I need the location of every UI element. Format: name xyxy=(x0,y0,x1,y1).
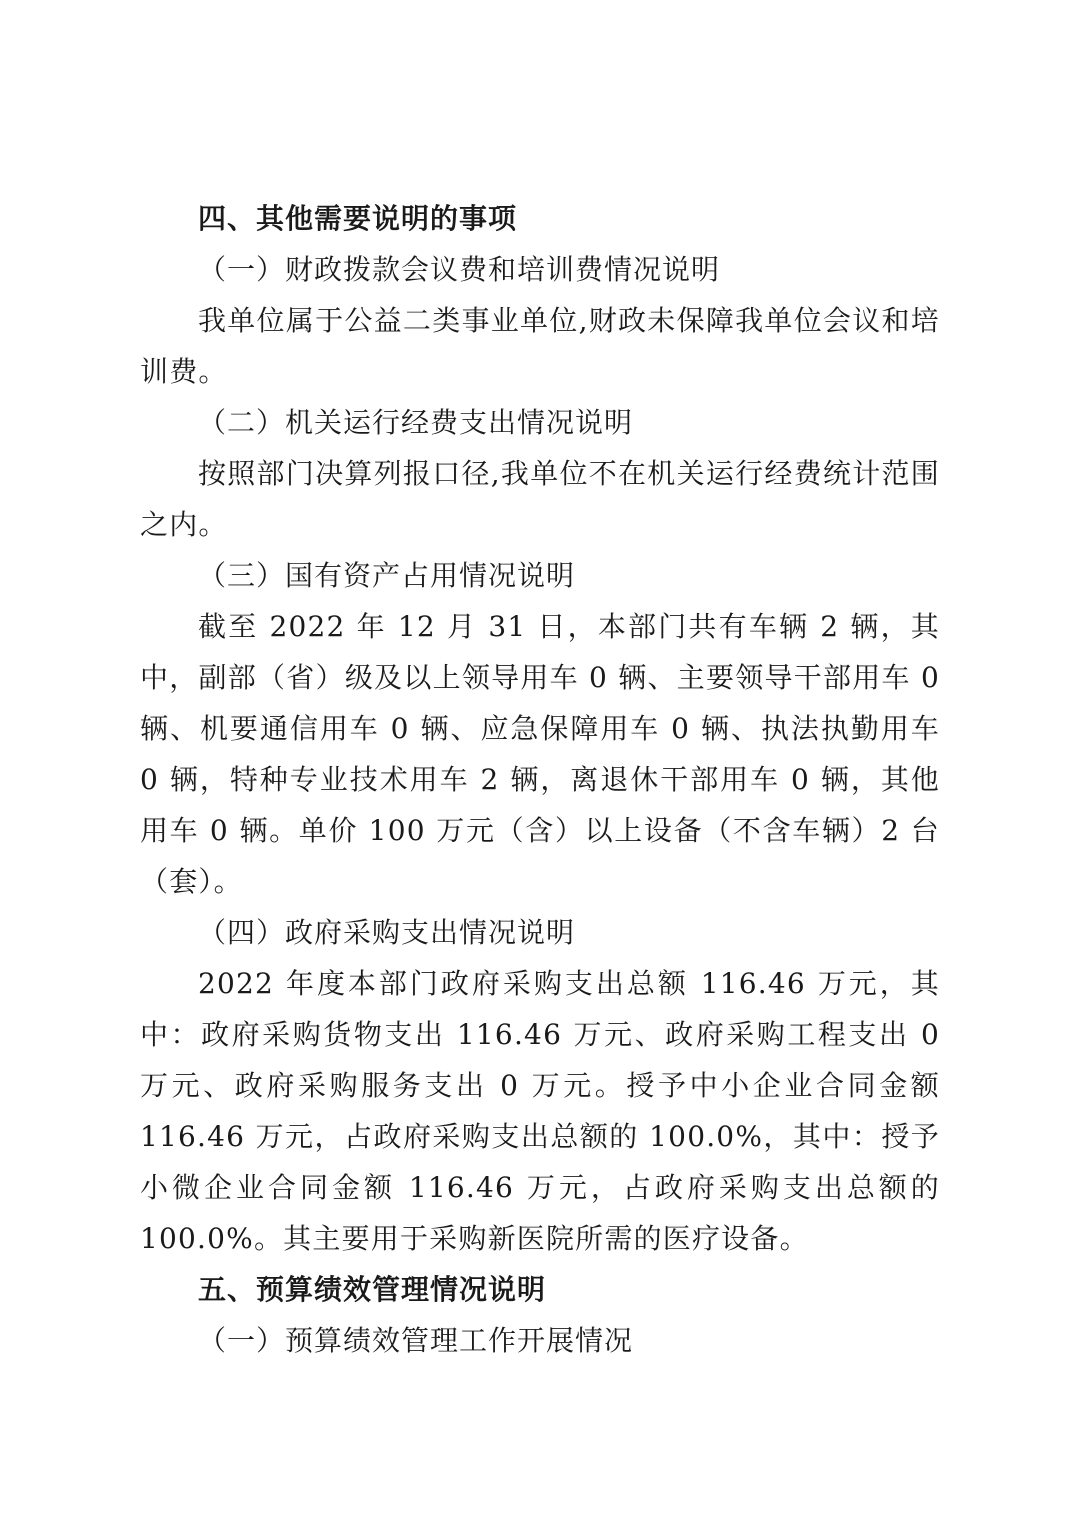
paragraph: 我单位属于公益二类事业单位,财政未保障我单位会议和培训费。 xyxy=(140,304,940,388)
subsection-heading: （一）预算绩效管理工作开展情况 xyxy=(198,1324,634,1357)
section-heading: 五、预算绩效管理情况说明 xyxy=(198,1273,547,1306)
paragraph: 截至 2022 年 12 月 31 日，本部门共有车辆 2 辆，其中，副部（省）级及以上领导用车 0 辆、主要领导干部用车 0 辆、机要通信用车 0 辆、应急保障用车 0 辆、执法执勤用车 0 辆，特种专业技术用车 2 辆，离退休干部用车 0 辆，其他用车 0 辆。单价 100 万元（含）以上设备（不含车辆）2 台（套）。 xyxy=(140,610,940,898)
paragraph: 2022 年度本部门政府采购支出总额 116.46 万元，其中：政府采购货物支出 116.46 万元、政府采购工程支出 0 万元、政府采购服务支出 0 万元。授予中小企业合同金额 116.46 万元，占政府采购支出总额的 100.0%，其中：授予小微企业合同金额 116.46 万元，占政府采购支出总额的 100.0%。其主要用于采购新医院所需的医疗设备。 xyxy=(140,967,940,1255)
subsection-heading: （三）国有资产占用情况说明 xyxy=(198,559,576,592)
subsection-heading: （二）机关运行经费支出情况说明 xyxy=(198,406,634,439)
section-heading: 四、其他需要说明的事项 xyxy=(198,202,518,235)
subsection-heading: （一）财政拨款会议费和培训费情况说明 xyxy=(198,253,721,286)
subsection-heading: （四）政府采购支出情况说明 xyxy=(198,916,576,949)
paragraph: 按照部门决算列报口径,我单位不在机关运行经费统计范围之内。 xyxy=(140,457,940,541)
document-page xyxy=(140,193,940,1366)
